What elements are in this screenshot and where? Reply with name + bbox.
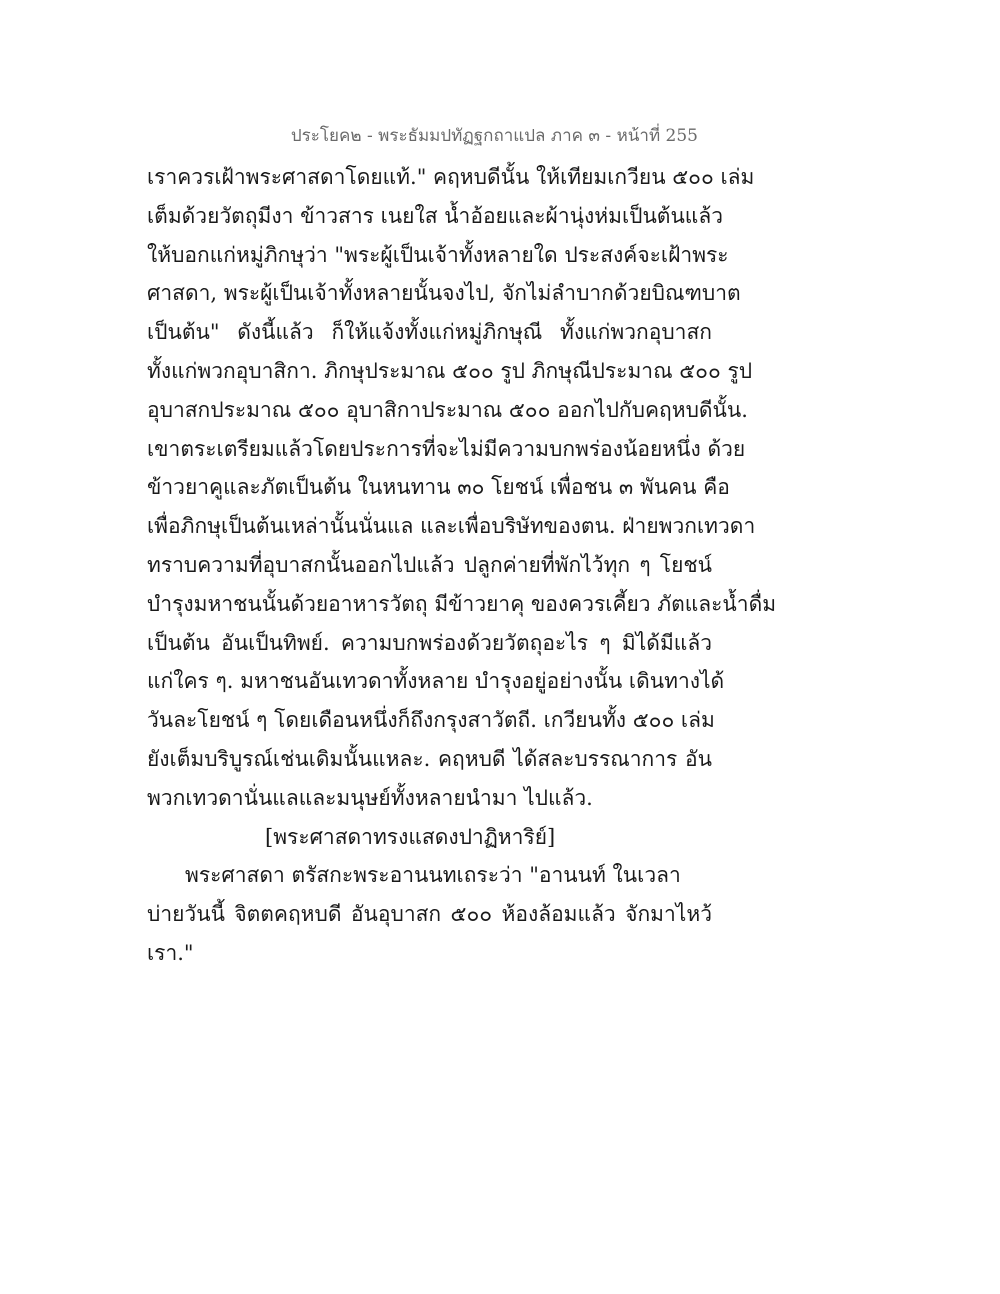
- text-line: แก่ใคร ๆ. มหาชนอันเทวดาทั้งหลาย บำรุงอยู่อย่างนั้น เดินทางได้: [147, 669, 725, 694]
- section-heading: [พระศาสดาทรงแสดงปาฏิหาริย์]: [265, 824, 556, 849]
- text-line: ศาสดา, พระผู้เป็นเจ้าทั้งหลายนั้นจงไป, จักไม่ลำบากด้วยบิณฑบาต: [147, 281, 741, 306]
- text-line: บำรุงมหาชนนั้นด้วยอาหารวัตถุ มีข้าวยาคุ ของควรเคี้ยว ภัตและน้ำดื่ม: [147, 591, 777, 616]
- running-header: ประโยค๒ - พระธัมมปทัฏฐกถาแปล ภาค ๓ - หน้าที่ 255: [290, 126, 698, 146]
- body-text: [147, 158, 777, 973]
- text-line: ยังเต็มบริบูรณ์เช่นเดิมนั้นแหละ. คฤหบดี ได้สละบรรณาการ อัน: [147, 746, 712, 771]
- text-line: บ่ายวันนี้ จิตตคฤหบดี อันอุบาสก ๕๐๐ ห้องล้อมแล้ว จักมาไหว้: [147, 902, 712, 927]
- text-line: ทั้งแก่พวกอุบาสิกา. ภิกษุประมาณ ๕๐๐ รูป ภิกษุณีประมาณ ๕๐๐ รูป: [147, 358, 753, 383]
- text-line: เป็นต้น อันเป็นทิพย์. ความบกพร่องด้วยวัตถุอะไร ๆ มิได้มีแล้ว: [147, 630, 712, 655]
- text-line: เรา.": [147, 940, 194, 965]
- text-line: ข้าวยาคูและภัตเป็นต้น ในหนทาน ๓๐ โยชน์ เพื่อชน ๓ พันคน คือ: [147, 475, 730, 500]
- paragraph-first-line: พระศาสดา ตรัสกะพระอานนทเถระว่า "อานนท์ ในเวลา: [185, 863, 681, 888]
- text-line: วันละโยชน์ ๆ โดยเดือนหนึ่งก็ถึงกรุงสาวัตถี. เกวียนทั้ง ๕๐๐ เล่ม: [147, 708, 715, 733]
- text-line: อุบาสกประมาณ ๕๐๐ อุบาสิกาประมาณ ๕๐๐ ออกไปกับคฤหบดีนั้น.: [147, 397, 748, 422]
- text-line: เขาตระเตรียมแล้วโดยประการที่จะไม่มีความบกพร่องน้อยหนึ่ง ด้วย: [147, 436, 746, 461]
- text-line: ทราบความที่อุบาสกนั้นออกไปแล้ว ปลูกค่ายที่พักไว้ทุก ๆ โยชน์: [147, 552, 712, 577]
- text-line: เต็มด้วยวัตถุมีงา ข้าวสาร เนยใส น้ำอ้อยและผ้านุ่งห่มเป็นต้นแล้ว: [147, 203, 723, 228]
- text-line: เป็นต้น" ดังนี้แล้ว ก็ให้แจ้งทั้งแก่หมู่ภิกษุณี ทั้งแก่พวกอุบาสก: [147, 320, 712, 345]
- text-line: เราควรเฝ้าพระศาสดาโดยแท้." คฤหบดีนั้น ให้เทียมเกวียน ๕๐๐ เล่ม: [147, 165, 755, 189]
- text-line: เพื่อภิกษุเป็นต้นเหล่านั้นนั่นแล และเพื่อบริษัทของตน. ฝ่ายพวกเทวดา: [147, 514, 756, 539]
- text-line: พวกเทวดานั่นแลและมนุษย์ทั้งหลายนำมา ไปแล้ว.: [147, 785, 593, 810]
- text-line: ให้บอกแก่หมู่ภิกษุว่า "พระผู้เป็นเจ้าทั้งหลายใด ประสงค์จะเฝ้าพระ: [147, 242, 729, 267]
